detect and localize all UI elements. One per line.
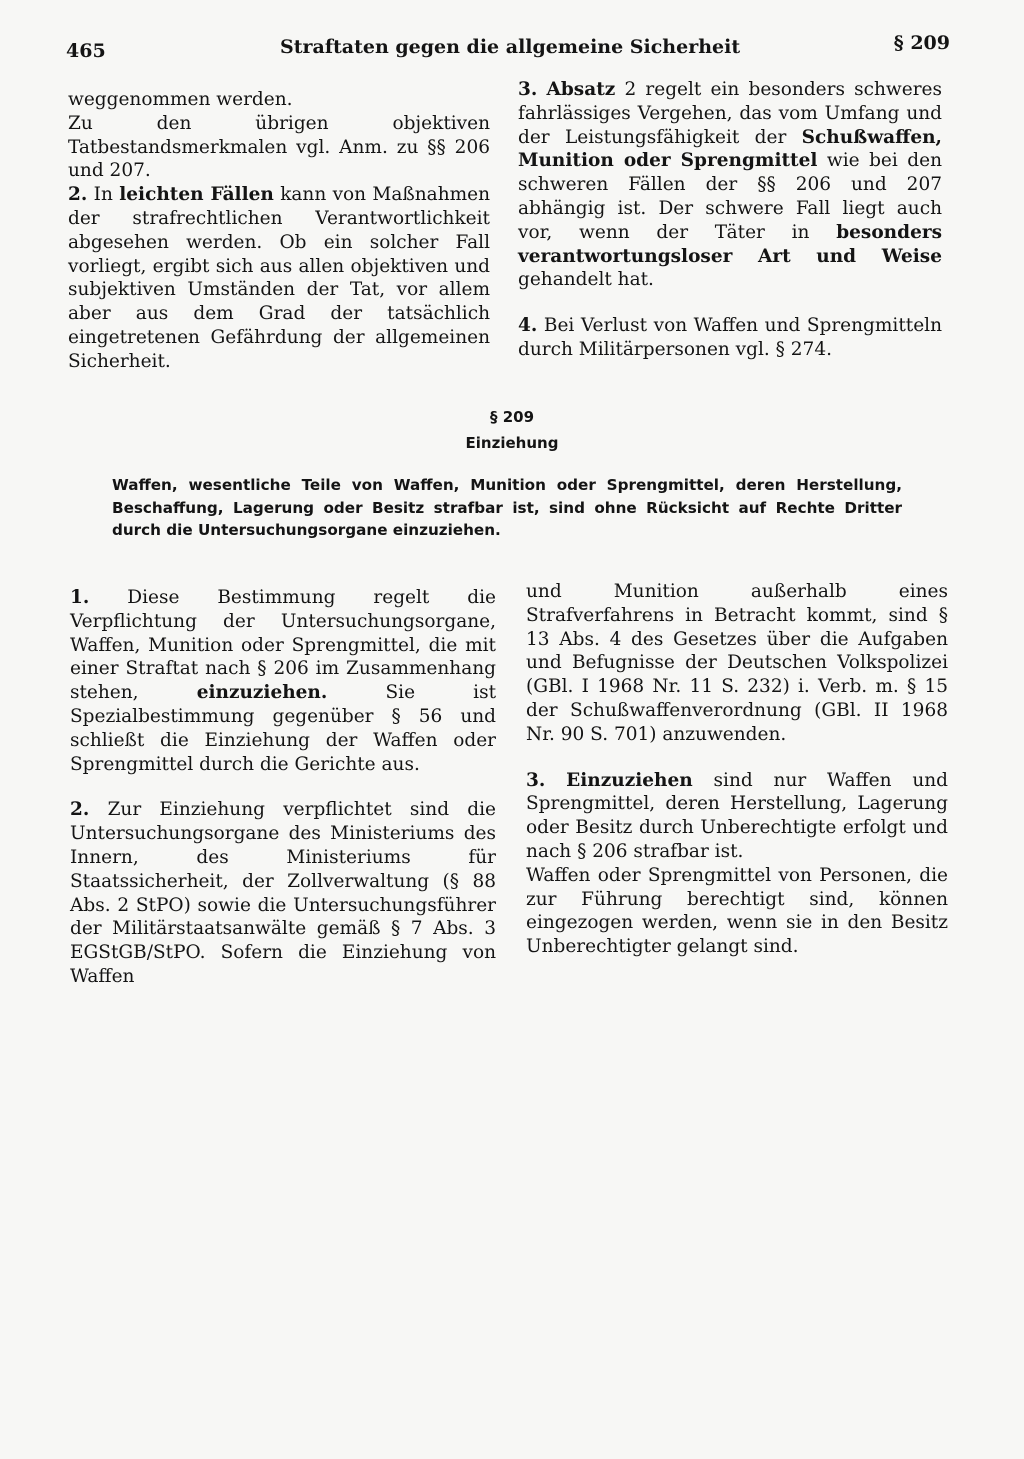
- note-number: 2.: [68, 184, 88, 206]
- paragraph-note-2b: 2. Zur Einziehung verpflichtet sind die Untersuchungsorgane des Ministeriums des Innern, des Ministeriums für Staatssicherheit, der Zollverwaltung (§ 88 Abs. 2 StPO) sowie die Untersuchungsführer der Militärstaatsanwälte gemäß § 7 Abs. 3 EGStGB/StPO. Sofern die Einziehung von Waffen: [70, 799, 496, 987]
- paragraph-note-2: 2. In leichten Fällen kann von Maßnahmen der strafrechtlichen Verantwortlichkeit abgesehen werden. Ob ein solcher Fall vorliegt, ergibt sich aus allen objektiven und subjektiven Umständen der Tat, vor allem aber aus dem Grad der tatsächlich eingetretenen Gefährdung der allgemeinen Sicherheit.: [68, 184, 491, 372]
- bottom-right-column: [526, 580, 948, 959]
- note-number: 4.: [518, 315, 538, 337]
- paragraph: weggenommen werden.: [68, 89, 293, 110]
- paragraph: und Munition außerhalb eines Strafverfahrens in Betracht kommt, sind § 13 Abs. 4 des Gesetzes über die Aufgaben und Befugnisse der Deutschen Volkspolizei (GBl. I 1968 Nr. 11 S. 232) i. Verb. m. § 15 der Schußwaffenverordnung (GBl. II 1968 Nr. 90 S. 701) anzuwenden.: [526, 581, 948, 745]
- bottom-left-column: [70, 586, 496, 989]
- note-number: 3.: [518, 79, 538, 100]
- top-right-column: [518, 78, 942, 362]
- paragraph-note-3b: 3. Einzuziehen sind nur Waffen und Sprengmittel, deren Herstellung, Lagerung oder Besitz durch Unberechtigte erfolgt und nach § 206 strafbar ist.: [526, 769, 948, 862]
- emphasis: leichten Fällen: [119, 184, 274, 206]
- paragraph-note-1: 1. Diese Bestimmung regelt die Verpflichtung der Untersuchungsorgane, Waffen, Munition oder Sprengmittel, die mit einer Straftat nach § 206 im Zusammenhang stehen, einzuziehen. Sie ist Spezialbestimmung gegenüber § 56 und schließt die Einziehung der Waffen oder Sprengmittel durch die Gerichte aus.: [70, 587, 497, 775]
- running-section-number: § 209: [893, 32, 950, 54]
- note-number: 2.: [70, 799, 90, 821]
- note-number: 1.: [70, 587, 90, 608]
- statute-text: Waffen, wesentliche Teile von Waffen, Munition oder Sprengmittel, deren Herstellung, Beschaffung, Lagerung oder Besitz strafbar ist, sind ohne Rücksicht auf Rechte Dritter durch die Untersuchungsorgane einzuziehen.: [112, 476, 902, 539]
- note-number: 3.: [526, 769, 546, 791]
- top-left-column: [68, 88, 490, 374]
- section-title: Einziehung: [465, 434, 559, 452]
- paragraph: Zu den übrigen objektiven Tatbestandsmerkmalen vgl. Anm. zu §§ 206 und 207.: [68, 112, 490, 182]
- page-number: 465: [66, 40, 106, 62]
- paragraph-note-3: 3. Absatz 2 regelt ein besonders schweres fahrlässiges Vergehen, das vom Umfang und der Leistungsfähigkeit der Schußwaffen, Munition oder Sprengmittel wie bei den schweren Fällen der §§ 206 und 207 abhängig ist. Der schwere Fall liegt auch vor, wenn der Täter in besonders verantwortungsloser Art und Weise gehandelt hat.: [518, 79, 942, 291]
- running-title: Straftaten gegen die allgemeine Sicherheit: [280, 36, 741, 58]
- running-header: [66, 30, 950, 70]
- section-number: § 209: [489, 408, 535, 426]
- paragraph: Waffen oder Sprengmittel von Personen, die zur Führung berechtigt sind, können eingezogen werden, wenn sie in den Besitz Unberechtigter gelangt sind.: [526, 864, 948, 958]
- paragraph-note-4: 4. Bei Verlust von Waffen und Sprengmitteln durch Militärpersonen vgl. § 274.: [518, 315, 942, 360]
